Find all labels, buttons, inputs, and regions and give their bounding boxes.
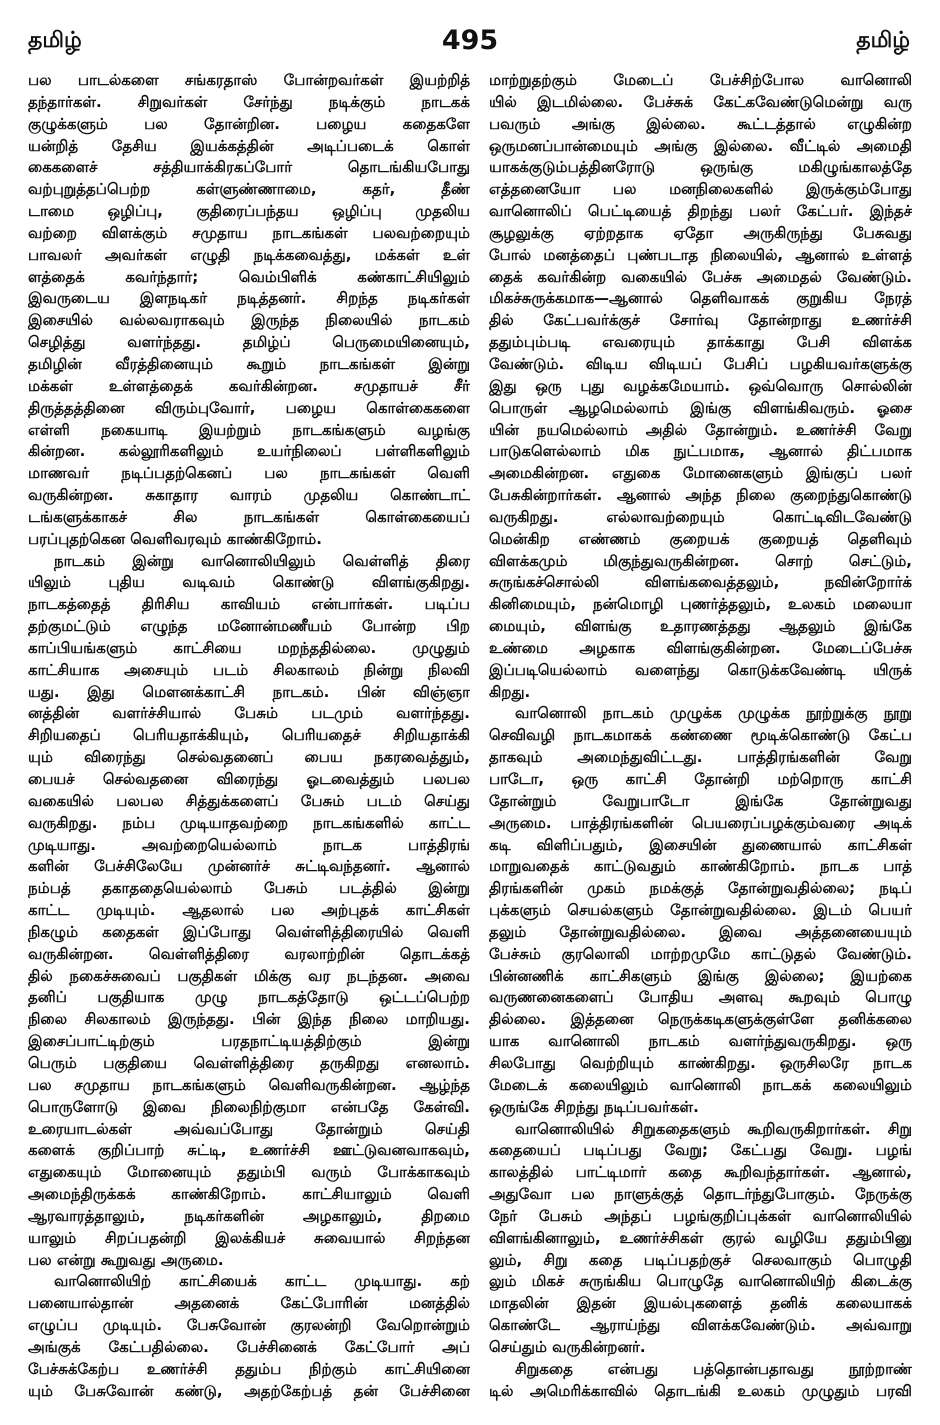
text-line: தந்தார்கள். சிறுவர்கள் சேர்ந்து நடிக்கும் நாடகக் — [28, 92, 470, 111]
text-line: தோன்றும் வேறுபாடோ இங்கே தோன்றுவது — [489, 791, 912, 810]
text-line: களைக் குறிப்பாற் சுட்டி, உணர்ச்சி ஊட்டுவனவாகவும், — [28, 1141, 470, 1160]
text-line: வற்புறுத்தப்பெற்ற கள்ளுண்ணாமை, கதர், தீண் — [28, 180, 470, 199]
text-line: டங்களுக்காகச் சில நாடகங்கள் கொள்கையைப் — [28, 507, 470, 526]
text-line: சிறியதைப் பெரியதாக்கியும், பெரியதைச் சிறியதாக்கி — [28, 726, 470, 745]
text-line: இசைப்பாட்டிற்கும் பரதநாட்டியத்திற்கும் இன்று — [28, 1032, 470, 1051]
text-line: ஆரவாரத்தாலும், நடிகர்களின் அழகாலும், திறமை — [28, 1206, 470, 1225]
text-line: பரப்புதற்கென வெளிவரவும் காண்கிறோம். — [28, 529, 322, 548]
text-line: வானொலிப் பெட்டியைத் திறந்து பலர் கேட்பர். இந்தச் — [489, 202, 912, 221]
text-line: மாறுவதைக் காட்டுவதும் காண்கிறோம். நாடக பாத் — [489, 857, 912, 876]
paragraph — [489, 1359, 912, 1403]
text-line: பாவலர் அவர்கள் எழுதி நடிக்கவைத்து, மக்கள் உள் — [28, 245, 470, 264]
text-line: பேச்சும் குரலொலி மாற்றமுமே காட்டுதல் வேண்டும். — [489, 944, 912, 963]
text-line: யன்றித் தேசிய இயக்கத்தின் அடிப்படைக் கொள் — [28, 136, 470, 155]
left-column — [28, 70, 470, 1402]
text-line: யாகக்குடும்பத்தினரோடு ஒருங்கு மகிழுங்காலத்தே — [489, 158, 912, 177]
text-line: ஒருமனப்பான்மையும் அங்கு இல்லை. வீட்டில் அமைதி — [489, 136, 912, 155]
text-line: எத்தனையோ பல மனநிலைகளில் இருக்கும்போது — [489, 180, 912, 199]
paragraph — [489, 703, 912, 1118]
text-line: அதுவோ பல நாளுக்குத் தொடர்ந்துபோகும். நேருக்கு — [489, 1185, 912, 1204]
text-line: அமைகின்றன. எதுகை மோனைகளும் இங்குப் பலர் — [489, 464, 912, 483]
text-line: யும் பேசுவோன் கண்டு, அதற்கேற்பத் தன் பேச்சினை — [28, 1381, 470, 1400]
running-header-left: தமிழ் — [28, 28, 82, 53]
text-line: கதையைப் படிப்பது வேறு; கேட்பது வேறு. பழங் — [489, 1141, 912, 1160]
text-line: தில் கேட்பவர்க்குச் சோர்வு தோன்றாது உணர்ச்சி — [489, 311, 912, 330]
text-line: கின்றன. கல்லூரிகளிலும் உயர்நிலைப் பள்ளிகளிலும் — [28, 442, 470, 461]
text-line: திருத்தத்தினை விரும்புவோர், பழைய கொள்கைகளை — [28, 398, 470, 417]
text-line: காட்ட முடியும். ஆதலால் பல அற்புதக் காட்சிகள் — [28, 901, 470, 920]
text-line: காலத்தில் பாட்டிமார் கதை கூறிவந்தார்கள். ஆனால், — [489, 1163, 912, 1182]
text-line: விளக்கமும் மிகுந்துவருகின்றன. சொற் செட்டும், — [489, 551, 912, 570]
text-line: செய்தும் வருகின்றனர். — [489, 1337, 646, 1356]
text-line: புக்களும் செயல்களும் தோன்றுவதில்லை. இடம் பெயர் — [489, 901, 912, 920]
text-line: எழுப்ப முடியும். பேசுவோன் குரலன்றி வேறொன்றும் — [28, 1316, 470, 1335]
text-line: களின் பேச்சிலேயே முன்னர்ச் சுட்டிவந்தனர். ஆனால் — [28, 857, 470, 876]
text-line: மையும், விளங்கு உதாரணத்தது ஆதலும் இங்கே — [489, 617, 912, 636]
text-line: விளங்கினாலும், உணர்ச்சிகள் குரல் வழியே ததும்பினு — [489, 1228, 912, 1247]
text-line: யில் இடமில்லை. பேச்சுக் கேட்கவேண்டுமென்று வரு — [489, 92, 912, 111]
text-line: தில் நகைச்சுவைப் பகுதிகள் மிக்கு வர நடந்தன. அவை — [28, 966, 470, 985]
paragraph — [28, 551, 470, 1272]
text-line: அங்குக் கேட்பதில்லை. பேச்சினைக் கேட்போர் அப் — [28, 1337, 470, 1356]
text-line: மாணவர் நடிப்பதற்கெனப் பல நாடகங்கள் வெளி — [28, 464, 470, 483]
running-header-right: தமிழ் — [856, 28, 910, 53]
text-line: காப்பியங்களும் காட்சியை மறந்ததில்லை. முழுதும் — [28, 638, 470, 657]
text-line: பவரும் அங்கு இல்லை. கூட்டத்தால் எழுகின்ற — [489, 114, 912, 133]
text-line: தற்குமட்டும் எழுந்த மனோன்மணீயம் போன்ற பிற — [28, 617, 470, 636]
text-line: தலும் தோன்றுவதில்லை. இவை அத்தனையையும் — [489, 922, 912, 941]
text-line: போல் மனத்தைப் புண்படாத நிலையில், ஆனால் உள்ளத் — [489, 245, 912, 264]
page-number: 495 — [441, 25, 499, 56]
text-line: டில் அமெரிக்காவில் தொடங்கி உலகம் முழுதும் பரவி — [489, 1381, 912, 1400]
text-line: செவிவழி நாடகமாகக் கண்ணை மூடிக்கொண்டு கேட்ப — [489, 726, 912, 745]
text-line: தில்லை. இத்தனை நெருக்கடிகளுக்குள்ளே தனிக்கலை — [489, 1010, 912, 1029]
text-line: பின்னணிக் காட்சிகளும் இங்கு இல்லை; இயற்கை — [489, 966, 912, 985]
text-line: நேர் பேசும் அந்தப் பழங்குறிப்புக்கள் வானொலியில் — [489, 1206, 912, 1225]
text-line: வருணனைகளைப் போதிய அளவு கூறவும் பொழு — [489, 988, 912, 1007]
paragraph — [28, 70, 470, 551]
text-line: நாடகம் இன்று வானொலியிலும் வெள்ளித் திரை — [54, 551, 470, 570]
text-line: பாடுகளெல்லாம் மிக நுட்பமாக, ஆனால் திட்பமாக — [489, 442, 912, 461]
text-line: காட்சியாக அசையும் படம் சிலகாலம் நின்று நிலவி — [28, 660, 470, 679]
text-line: வகையில் பலபல சித்துக்களைப் பேசும் படம் செய்து — [28, 791, 470, 810]
text-line: நிலை சிலகாலம் இருந்தது. பின் இந்த நிலை மாறியது. — [28, 1010, 470, 1029]
text-line: மாதலின் இதன் இயல்புகளைத் தனிக் கலையாகக் — [489, 1294, 912, 1313]
paragraph — [489, 1119, 912, 1359]
text-line: யும் விரைந்து செல்வதனைப் பைய நகரவைத்தும், — [28, 748, 470, 767]
text-line: அமைந்திருக்கக் காண்கிறோம். காட்சியாலும் வெளி — [28, 1185, 470, 1204]
text-line: சூழலுக்கு ஏற்றதாக ஏதோ அருகிருந்து பேசுவது — [489, 223, 912, 242]
text-line: டாமை ஒழிப்பு, குதிரைப்பந்தய ஒழிப்பு முதலிய — [28, 202, 470, 221]
text-line: மாற்றுதற்கும் மேடைப் பேச்சிற்போல வானொலி — [489, 71, 912, 89]
text-line: ததும்பும்படி எவரையும் தாக்காது பேசி விளக்க — [489, 333, 912, 352]
text-line: யாலும் சிறப்பதன்றி இலக்கியச் சுவையால் சிறந்தன — [28, 1228, 470, 1247]
text-line: குழுக்களும் பல தோன்றின. பழைய கதைகளே — [28, 114, 470, 133]
text-line: திரங்களின் முகம் நமக்குத் தோன்றுவதில்லை; நடிப் — [489, 879, 912, 898]
text-line: உரையாடல்கள் அவ்வப்போது தோன்றும் செய்தி — [28, 1119, 470, 1138]
text-line: இது ஒரு புது வழக்கமேயாம். ஒவ்வொரு சொல்லின் — [489, 376, 912, 395]
text-line: செழித்து வளர்ந்தது. தமிழ்ப் பெருமையினையும், — [28, 333, 470, 352]
text-line: எதுகையும் மோனையும் ததும்பி வரும் போக்காகவும் — [28, 1163, 470, 1182]
text-line: கிறது. — [489, 682, 531, 701]
text-line: பல சமுதாய நாடகங்களும் வெளிவருகின்றன. ஆழ்ந்த — [28, 1075, 470, 1094]
text-line: பேசுகின்றார்கள். ஆனால் அந்த நிலை குறைந்துகொண்டு — [489, 486, 912, 505]
text-line: வானொலி நாடகம் முழுக்க முழுக்க நூற்றுக்கு நூறு — [515, 704, 912, 723]
text-line: யாக வானொலி நாடகம் வளர்ந்துவருகிறது. ஒரு — [489, 1032, 912, 1051]
text-line: எள்ளி நகையாடி இயற்றும் நாடகங்களும் வழங்கு — [28, 420, 470, 439]
text-line: முடியாது. அவற்றையெல்லாம் நாடக பாத்திரங் — [28, 835, 470, 854]
text-line: சிறுகதை என்பது பத்தொன்பதாவது நூற்றாண் — [515, 1359, 912, 1378]
text-line: இசையில் வல்லவராகவும் இருந்த நிலையில் நாடகம் — [28, 311, 470, 330]
text-line: னத்தின் வளர்ச்சியால் பேசும் படமும் வளர்ந்தது. — [28, 704, 470, 723]
text-line: வருகிறது. நம்ப முடியாதவற்றை நாடகங்களில் காட்ட — [28, 813, 470, 832]
text-line: கொண்டே ஆராய்ந்து விளக்கவேண்டும். அவ்வாறு — [489, 1316, 912, 1335]
text-line: வானொலியிற் காட்சியைக் காட்ட முடியாது. கற் — [54, 1272, 470, 1291]
text-line: பொருள் ஆழமெல்லாம் இங்கு விளங்கிவரும். ஓசை — [489, 398, 912, 417]
text-line: மக்கள் உள்ளத்தைக் கவர்கின்றன. சமுதாயச் சீர் — [28, 376, 470, 395]
text-line: பையச் செல்வதனை விரைந்து ஓடவைத்தும் பலபல — [28, 770, 470, 788]
text-line: சிலபோது வெற்றியும் காண்கிறது. ஒருசிலரே நாடக — [489, 1053, 912, 1072]
text-line: வானொலியில் சிறுகதைகளும் கூறிவருகிறார்கள். சிறு — [515, 1119, 912, 1138]
text-line: மிகச்சுருக்கமாக—ஆனால் தெளிவாகக் குறுகிய நேரத் — [489, 289, 912, 308]
text-line: லும், சிறு கதை படிப்பதற்குச் செலவாகும் பொழுதி — [489, 1250, 912, 1269]
paragraph — [489, 70, 912, 703]
text-line: சுருங்கச்சொல்லி விளங்கவைத்தலும், நவின்றோர்க் — [489, 573, 912, 592]
text-line: நம்பத் தகாததையெல்லாம் பேசும் படத்தில் இன்று — [28, 879, 470, 898]
text-line: இவருடைய இளநடிகர் நடித்தனர். சிறந்த நடிகர்கள் — [28, 289, 470, 308]
text-line: இப்படியெல்லாம் வளைந்து கொடுக்கவேண்டி யிருக் — [489, 660, 912, 679]
text-line: பெரும் பகுதியை வெள்ளித்திரை தருகிறது எனலாம். — [28, 1053, 470, 1072]
text-line: யது. இது மௌனக்காட்சி நாடகம். பின் விஞ்ஞா — [28, 682, 470, 701]
text-line: தமிழின் வீரத்தினையும் கூறும் நாடகங்கள் இன்று — [28, 354, 470, 373]
right-column — [489, 70, 912, 1402]
text-line: கைகளைச் சத்தியாக்கிரகப்போர் தொடங்கியபோது — [28, 158, 470, 177]
text-line: தாகவும் அமைந்துவிட்டது. பாத்திரங்களின் வேறு — [489, 748, 912, 767]
text-line: தைக் கவர்கின்ற வகையில் பேச்சு அமைதல் வேண்டும். — [489, 267, 912, 286]
text-line: பாடோ, ஒரு காட்சி தோன்றி மற்றொரு காட்சி — [489, 770, 912, 788]
text-line: லும் மிகச் சுருங்கிய பொழுதே வானொலியிற் கிடைக்கு — [489, 1272, 912, 1291]
text-line: வேண்டும். விடிய விடியப் பேசிப் பழகியவர்களுக்கு — [489, 354, 912, 373]
text-line: வருகின்றன. வெள்ளித்திரை வரலாற்றின் தொடக்கத் — [28, 944, 470, 963]
text-line: பேச்சுக்கேற்ப உணர்ச்சி ததும்ப நிற்கும் காட்சியினை — [28, 1359, 470, 1378]
text-line: பல என்று கூறுவது அருமை. — [28, 1250, 224, 1269]
text-line: யிலும் புதிய வடிவம் கொண்டு விளங்குகிறது. — [28, 573, 470, 592]
text-line: யின் நயமெல்லாம் அதில் தோன்றும். உணர்ச்சி வேறு — [489, 420, 912, 439]
text-line: வற்றை விளக்கும் சமுதாய நாடகங்கள் பலவற்றையும் — [28, 223, 470, 242]
text-line: பல பாடல்களை சங்கரதாஸ் போன்றவர்கள் இயற்றித் — [28, 71, 470, 89]
text-line: பொருளோடு இவை நிலைநிற்குமா என்பதே கேள்வி. — [28, 1097, 470, 1116]
text-line: நிகழும் கதைகள் இப்போது வெள்ளித்திரையில் வெளி — [28, 922, 470, 941]
text-line: மேடைக் கலையிலும் வானொலி நாடகக் கலையிலும் — [489, 1075, 912, 1094]
text-line: நாடகத்தைத் திரிசிய காவியம் என்பார்கள். படிப்ப — [28, 595, 470, 614]
text-line: வருகிறது. எல்லாவற்றையும் கொட்டிவிடவேண்டு — [489, 507, 912, 526]
text-line: மென்கிற எண்ணம் குறையக் குறையத் தெளிவும் — [489, 529, 912, 548]
text-line: தனிப் பகுதியாக முழு நாடகத்தோடு ஒட்டப்பெற்ற — [28, 988, 470, 1007]
text-line: கடி விளிப்பதும், இசையின் துணையால் காட்சிகள் — [489, 835, 912, 854]
text-line: பனையால்தான் அதனைக் கேட்போரின் மனத்தில் — [28, 1294, 470, 1313]
text-line: வருகின்றன. சுகாதார வாரம் முதலிய கொண்டாட் — [28, 486, 470, 505]
text-line: ஒருங்கே சிறந்து நடிப்பவர்கள். — [489, 1097, 699, 1116]
paragraph — [28, 1271, 470, 1402]
text-line: உண்மை அழகாக விளங்குகின்றன. மேடைப்பேச்சு — [489, 638, 912, 657]
text-line: ளத்தைக் கவர்ந்தார்; வெம்பிளிக் கண்காட்சியிலும் — [28, 267, 470, 286]
text-line: அருமை. பாத்திரங்களின் பெயரைப்பழக்கும்வரை அடிக் — [489, 813, 912, 832]
text-line: கினிமையும், நன்மொழி புணர்த்தலும், உலகம் மலையா — [489, 595, 912, 614]
